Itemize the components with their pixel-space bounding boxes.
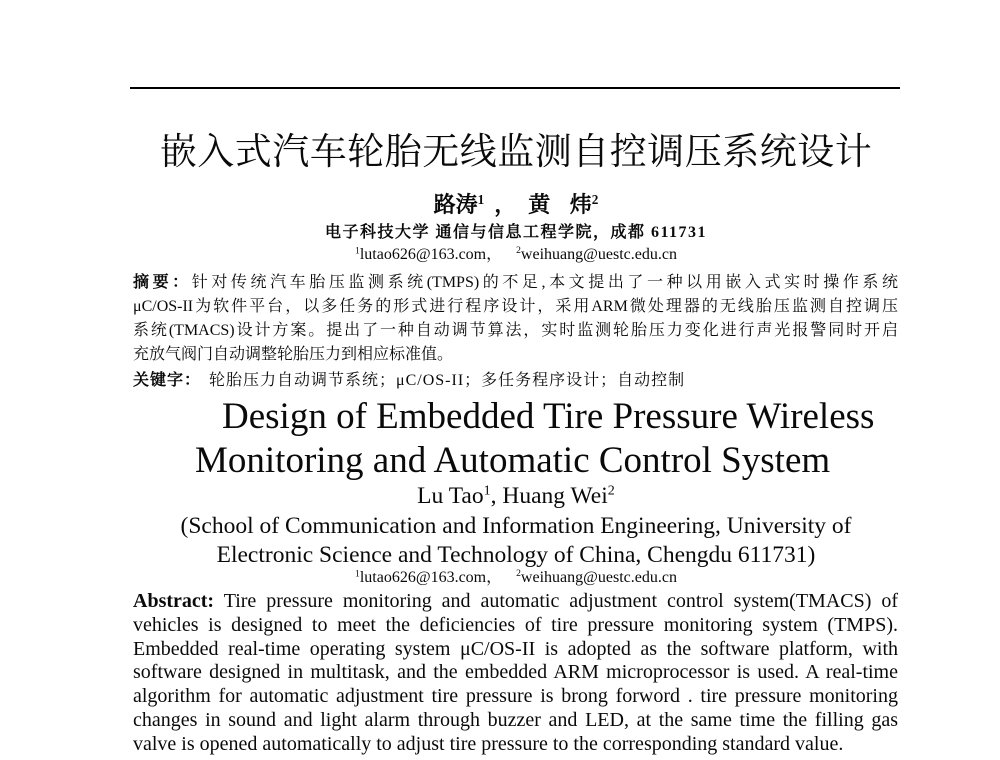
email-1: lutao626@163.com，	[359, 246, 503, 263]
abstract-text: 针对传统汽车胎压监测系统(TMPS)的不足,本文提出了一种以用嵌入式实时操作系统	[191, 274, 898, 291]
email-1: lutao626@163.com，	[359, 569, 503, 586]
abstract-line	[133, 271, 898, 295]
author-mark-2: 2	[591, 192, 599, 208]
author-name-2: Huang Wei	[502, 483, 608, 509]
author-name-1: 路涛	[433, 192, 478, 217]
abstract-line: Embedded real-time operating system μC/OS-II is adopted as the software platform, with	[133, 637, 898, 660]
author-mark-1: 1	[477, 192, 485, 208]
author-mark-2: 2	[607, 482, 615, 499]
author-name-2: 黄 炜	[528, 192, 592, 217]
email-2: weihuang@uestc.edu.cn	[520, 569, 677, 586]
abstract-line: 充放气阀门自动调整轮胎压力到相应标准值。	[133, 346, 454, 363]
chinese-authors	[130, 190, 902, 220]
chinese-keywords	[133, 369, 898, 393]
abstract-line: changes in sound and light alarm through buzzer and LED, at the same time the filling gas	[133, 708, 898, 731]
abstract-label: Abstract:	[133, 590, 215, 612]
abstract-label: 摘要：	[133, 274, 192, 291]
abstract-line: vehicles is designed to meet the deficiencies of tire pressure monitoring system (TMPS).	[133, 613, 898, 636]
email-mark-2: 2	[516, 245, 521, 257]
abstract-line: 系统(TMACS)设计方案。提出了一种自动调节算法，实时监测轮胎压力变化进行声光报警同时开启	[133, 322, 898, 339]
keywords-label: 关键字：	[133, 372, 202, 389]
english-title-line: Monitoring and Automatic Control System	[195, 440, 831, 481]
abstract-line: software designed in multitask, and the embedded ARM microprocessor is used. A real-time	[133, 661, 898, 684]
english-affiliation-line: (School of Communication and Information Engineering, University of	[180, 513, 852, 539]
abstract-text: Tire pressure monitoring and automatic adjustment control system(TMACS) of	[223, 590, 898, 612]
english-title-line: Design of Embedded Tire Pressure Wireless	[222, 396, 875, 437]
email-mark-1: 1	[355, 568, 360, 580]
author-separator: ,	[490, 483, 497, 509]
author-separator: ，	[494, 192, 517, 217]
english-abstract	[133, 590, 898, 757]
header-rule	[130, 87, 900, 89]
chinese-abstract	[133, 271, 898, 367]
abstract-line: valve is opened automatically to adjust tire pressure to the corresponding standard value.	[133, 732, 844, 755]
abstract-line: algorithm for automatic adjustment tire pressure is brong forword . tire pressure monitoring	[133, 685, 898, 708]
english-affiliation-line: Electronic Science and Technology of China, Chengdu 611731)	[216, 542, 816, 568]
author-name-1: Lu Tao	[417, 483, 484, 509]
abstract-line	[133, 590, 898, 614]
email-mark-1: 1	[355, 245, 360, 257]
chinese-emails	[130, 245, 902, 265]
chinese-affiliation: 电子科技大学 通信与信息工程学院，成都 611731	[324, 224, 708, 241]
english-emails	[130, 568, 902, 588]
email-mark-2: 2	[516, 568, 521, 580]
email-2: weihuang@uestc.edu.cn	[520, 246, 677, 263]
english-authors	[130, 482, 902, 510]
chinese-title: 嵌入式汽车轮胎无线监测自控调压系统设计	[159, 132, 873, 173]
keywords-text: 轮胎压力自动调节系统；μC/OS-II；多任务程序设计；自动控制	[209, 372, 686, 389]
abstract-line: μC/OS-II为软件平台，以多任务的形式进行程序设计，采用ARM微处理器的无线胎压监测自控调压	[133, 298, 898, 315]
author-mark-1: 1	[483, 482, 491, 499]
